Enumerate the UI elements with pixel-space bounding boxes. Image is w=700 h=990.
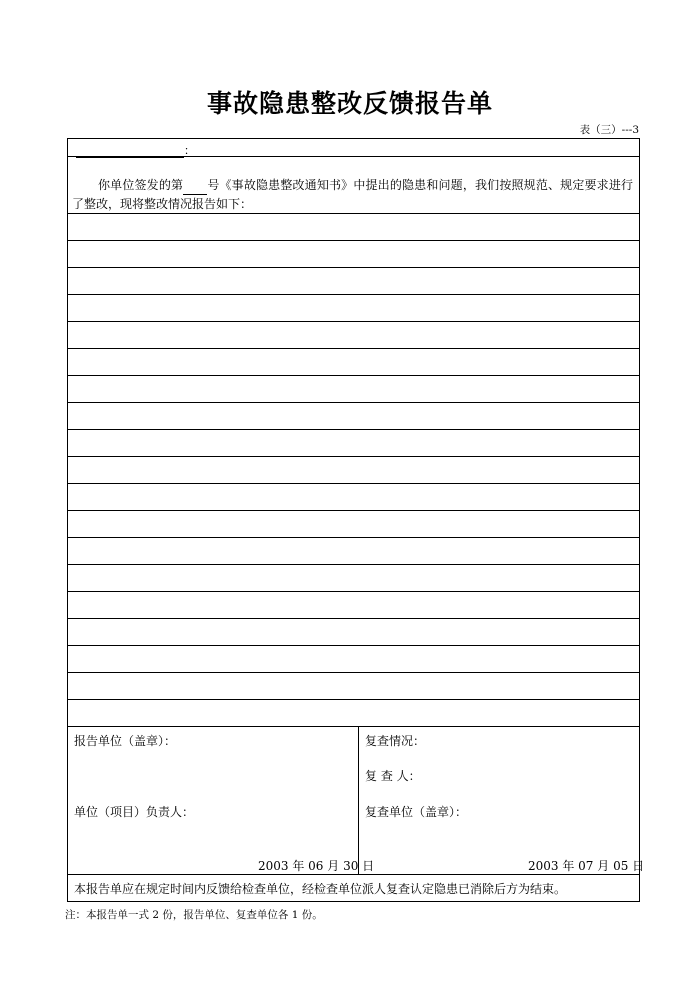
form-rule-line <box>68 348 639 349</box>
form-rule-line <box>68 402 639 403</box>
form-rule-line <box>68 726 639 727</box>
recipient-colon: ： <box>184 144 195 157</box>
form-rule-line <box>68 213 639 214</box>
intro-paragraph <box>72 176 633 214</box>
form-rule-line <box>68 294 639 295</box>
form-rule-line <box>68 321 639 322</box>
reviewer-label: 复 查 人： <box>365 769 421 783</box>
form-rule-line <box>68 156 639 157</box>
form-rule-line <box>68 645 639 646</box>
form-rule-line <box>68 591 639 592</box>
form-code: 表（三）---3 <box>579 124 639 136</box>
notice-number-blank-field[interactable] <box>183 181 207 195</box>
form-rule-line <box>68 375 639 376</box>
form-rule-line <box>68 510 639 511</box>
intro-text-part1: 你单位签发的第 <box>98 178 184 192</box>
form-rule-line <box>68 564 639 565</box>
form-rule-line <box>68 537 639 538</box>
form-rule-line <box>68 267 639 268</box>
page-title: 事故隐患整改反馈报告单 <box>206 89 493 118</box>
review-date: 2003 年 07 月 05 日 <box>528 859 645 873</box>
form-rule-line <box>68 672 639 673</box>
footnote: 注：本报告单一式 2 份，报告单位、复查单位各 1 份。 <box>65 909 323 921</box>
form-rule-line <box>68 618 639 619</box>
review-status-label: 复查情况： <box>365 734 426 748</box>
form-rule-line <box>68 429 639 430</box>
report-unit-seal-label: 报告单位（盖章）： <box>74 734 177 748</box>
form-rule-line <box>68 874 639 875</box>
responsible-person-label: 单位（项目）负责人： <box>74 805 195 819</box>
instruction-text: 本报告单应在规定时间内反馈给检查单位，经检查单位派人复查认定隐患已消除后方为结束。 <box>74 882 567 896</box>
form-rule-line <box>68 483 639 484</box>
report-date: 2003 年 06 月 30 日 <box>258 859 375 873</box>
report-form <box>67 138 645 902</box>
section-divider <box>358 727 359 874</box>
intro-text-part2: 号《事故隐患整改通知书》中提出的隐患和问题，我们按照规范、规定要求进行了整改，现将整改情况报告如下： <box>72 178 633 211</box>
review-unit-seal-label: 复查单位（盖章）： <box>365 805 468 819</box>
form-rule-line <box>68 456 639 457</box>
form-rule-line <box>68 240 639 241</box>
form-rule-line <box>68 699 639 700</box>
